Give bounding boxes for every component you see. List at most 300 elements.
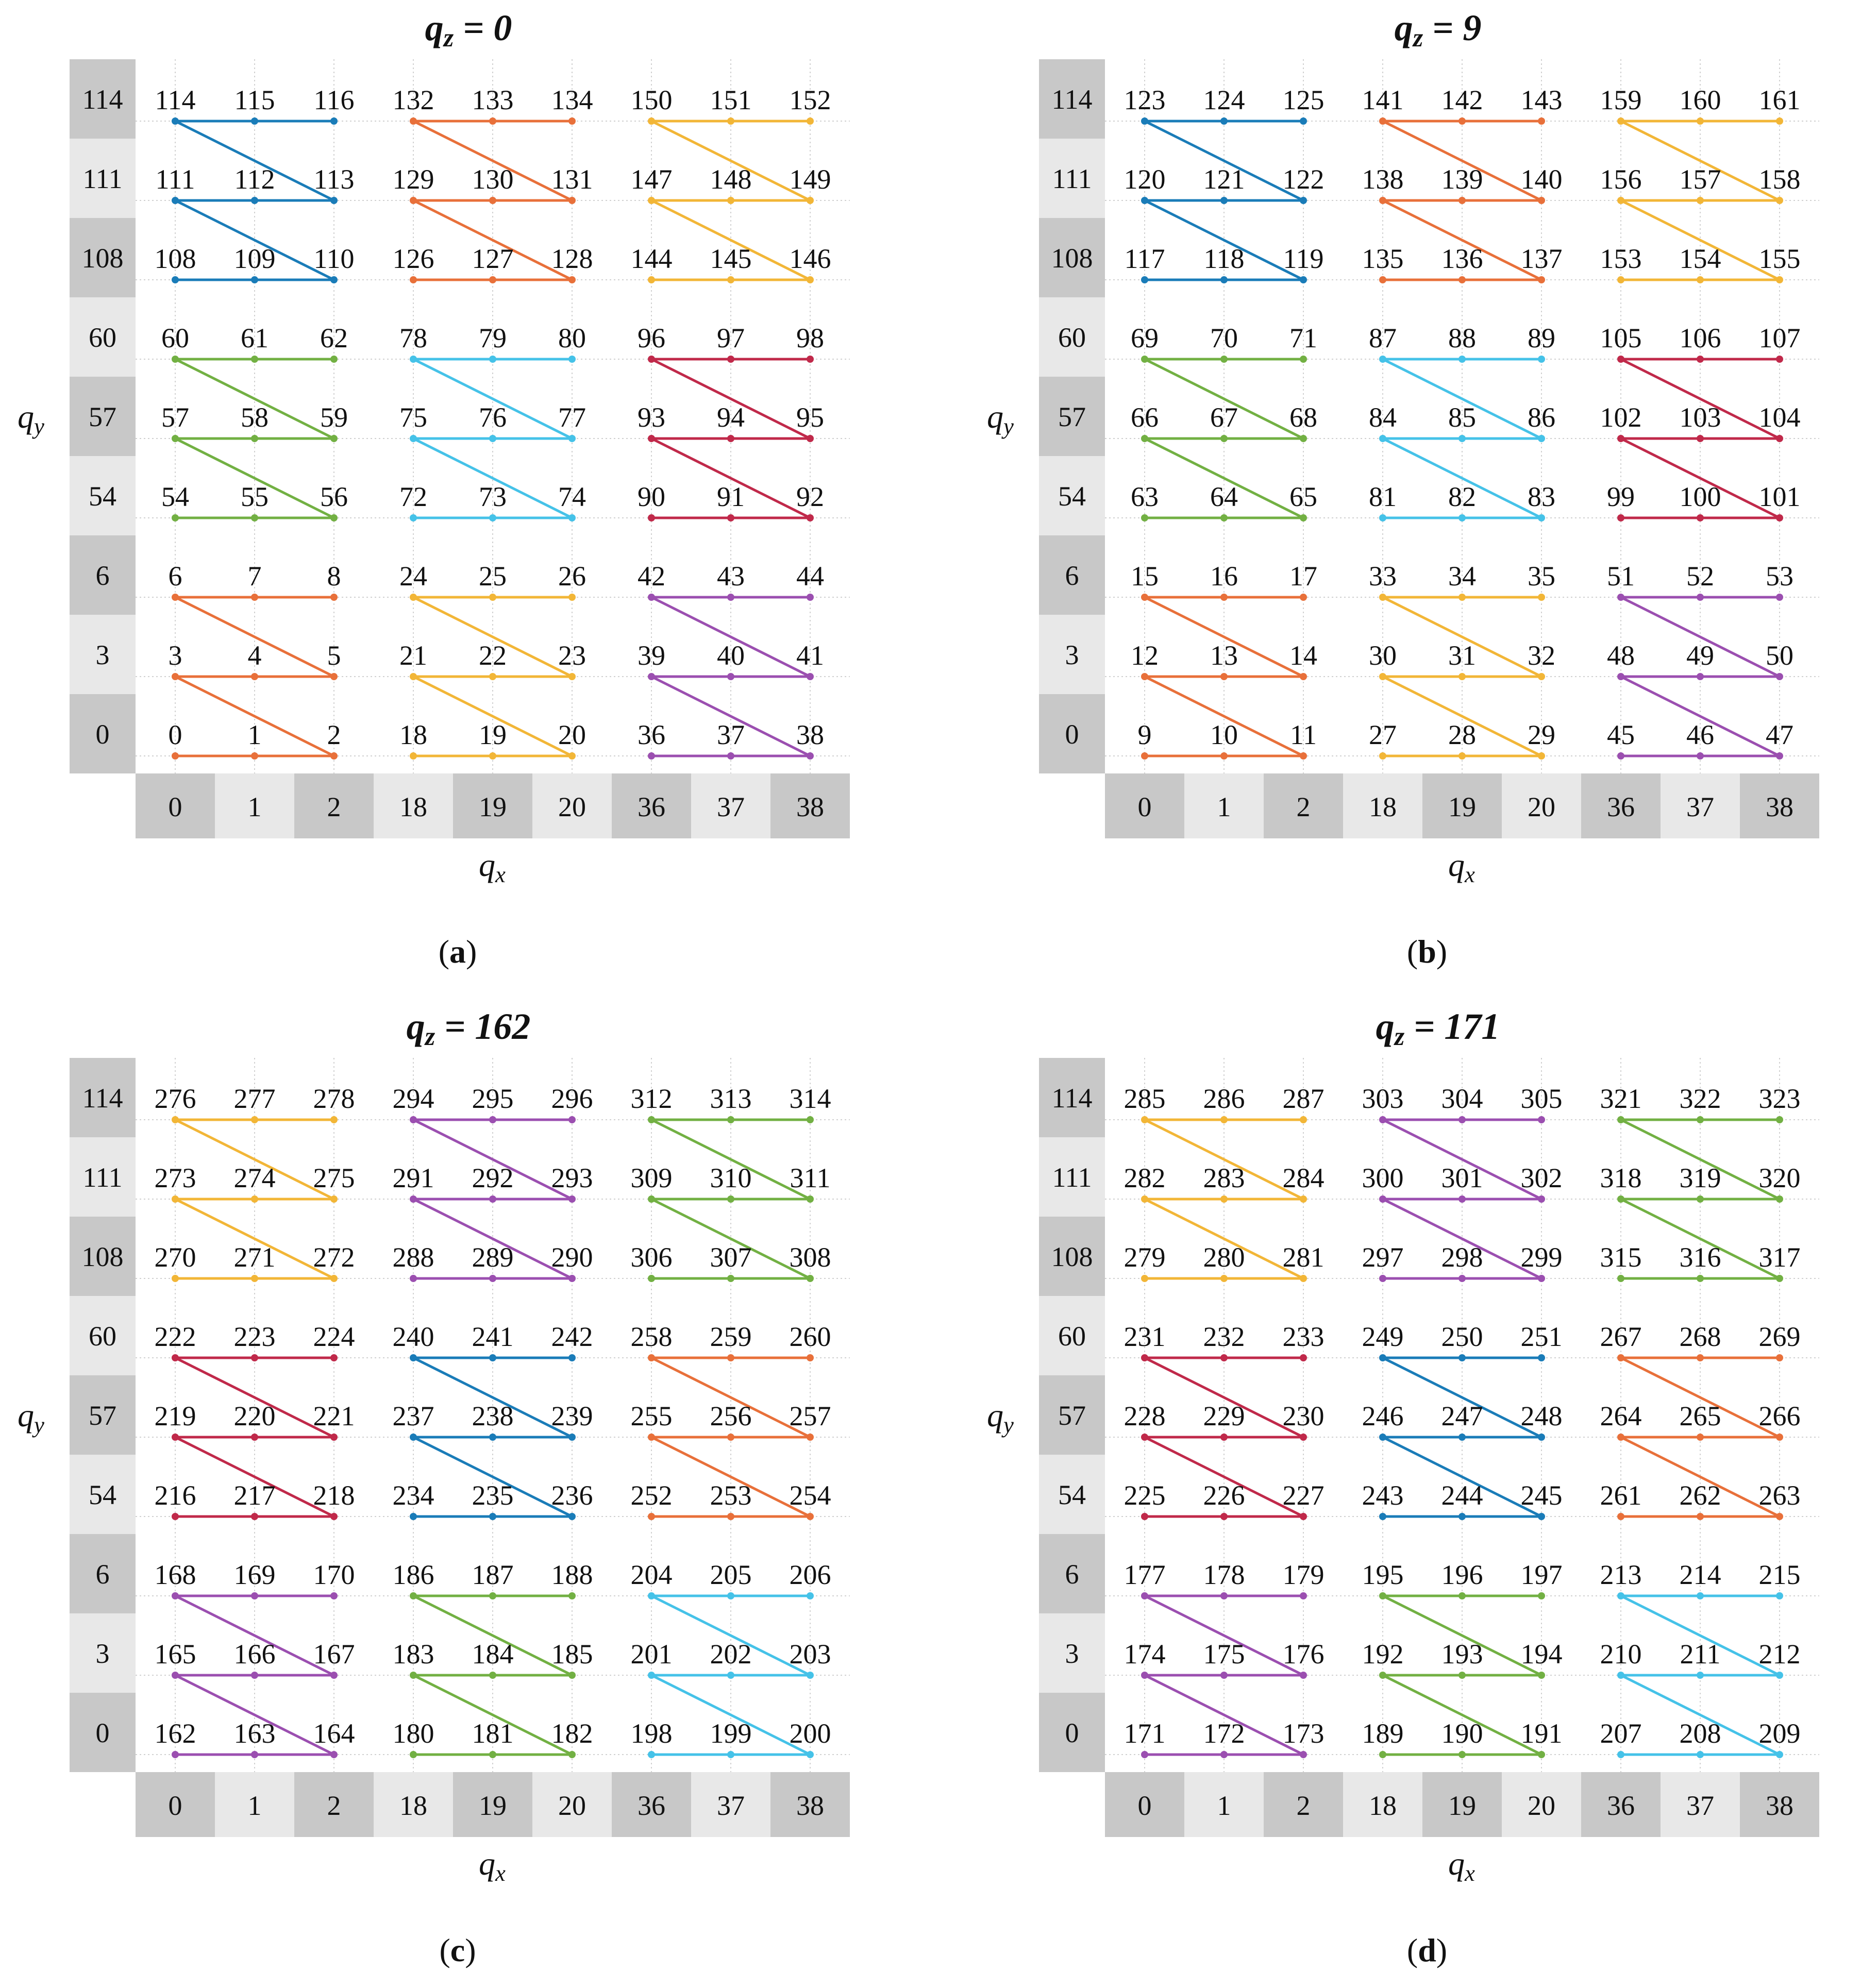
- cell-index: 109: [233, 243, 276, 274]
- curve-point: [648, 117, 655, 125]
- cell-index: 17: [1289, 561, 1317, 592]
- qy-tick-label: 111: [1052, 1162, 1092, 1193]
- cell-index: 253: [710, 1480, 752, 1511]
- cell-index: 233: [1282, 1321, 1325, 1352]
- cell-index: 184: [472, 1639, 514, 1670]
- cell-index: 134: [551, 85, 593, 115]
- cell-index: 222: [154, 1321, 196, 1352]
- curve-point: [1776, 1672, 1783, 1679]
- curve-point: [1458, 1116, 1466, 1123]
- curve-point: [172, 197, 179, 204]
- curve-point: [807, 1592, 814, 1599]
- curve-point: [330, 117, 338, 125]
- cell-index: 123: [1124, 85, 1166, 115]
- cell-index: 164: [313, 1718, 355, 1749]
- qx-tick-label: 1: [247, 791, 262, 822]
- curve-point: [489, 1116, 496, 1123]
- curve-point: [1697, 1116, 1704, 1123]
- cell-index: 69: [1131, 323, 1159, 353]
- cell-index: 6: [168, 561, 182, 592]
- cell-index: 307: [710, 1242, 752, 1273]
- qy-axis-label: [18, 1397, 44, 1438]
- cell-index: 33: [1369, 561, 1397, 592]
- curve-point: [410, 1592, 417, 1599]
- qx-tick-label: 18: [1369, 1790, 1397, 1821]
- curve-point: [727, 1116, 734, 1123]
- curve-point: [568, 1751, 576, 1758]
- curve-point: [1220, 435, 1228, 442]
- curve-point: [1300, 1354, 1307, 1361]
- cell-index: 237: [392, 1401, 434, 1431]
- cell-index: 314: [789, 1083, 831, 1114]
- cell-index: 89: [1528, 323, 1555, 353]
- curve-point: [1300, 1672, 1307, 1679]
- curve-point: [727, 1672, 734, 1679]
- cell-index: 167: [313, 1639, 355, 1670]
- panel-d: [969, 999, 1861, 1988]
- curve-point: [568, 1513, 576, 1520]
- cell-index: 239: [551, 1401, 593, 1431]
- curve-point: [1617, 594, 1624, 601]
- curve-point: [727, 594, 734, 601]
- curve-point: [1220, 1592, 1228, 1599]
- qx-tick-label: 1: [1217, 1790, 1231, 1821]
- cell-index: 32: [1528, 640, 1555, 671]
- cell-index: 51: [1607, 561, 1635, 592]
- curve-point: [1141, 435, 1148, 442]
- cell-index: 149: [789, 164, 831, 195]
- curve-point: [1697, 514, 1704, 521]
- curve-point: [727, 1751, 734, 1758]
- curve-point: [1220, 356, 1228, 363]
- curve-point: [727, 1513, 734, 1520]
- qx-tick-label: 19: [479, 1790, 507, 1821]
- cell-index: 54: [161, 481, 189, 512]
- caption-paren: (: [1406, 933, 1418, 970]
- curve-point: [568, 435, 576, 442]
- qy-tick-label: 108: [81, 243, 124, 274]
- cell-index: 35: [1528, 561, 1555, 592]
- curve-point: [1776, 117, 1783, 125]
- qx-tick-label: 2: [1296, 791, 1311, 822]
- cell-index: 49: [1686, 640, 1714, 671]
- curve-point: [1776, 276, 1783, 283]
- cell-index: 142: [1441, 85, 1483, 115]
- cell-index: 52: [1686, 561, 1714, 592]
- curve-point: [251, 1434, 258, 1441]
- curve-point: [1220, 117, 1228, 125]
- curve-point: [1617, 117, 1624, 125]
- cell-index: 102: [1600, 402, 1642, 433]
- cell-index: 143: [1520, 85, 1563, 115]
- curve-point: [410, 1195, 417, 1203]
- curve-point: [489, 1434, 496, 1441]
- curve-point: [1220, 276, 1228, 283]
- cell-index: 94: [717, 402, 745, 433]
- curve-point: [330, 1434, 338, 1441]
- curve-point: [1776, 673, 1783, 680]
- curve-point: [489, 673, 496, 680]
- qy-tick-label: 54: [89, 1479, 116, 1510]
- qy-axis-label-subscript: y: [1003, 1412, 1014, 1438]
- curve-point: [1141, 514, 1148, 521]
- qx-axis-label-subscript: x: [1465, 862, 1475, 887]
- qx-axis-label-var: q: [1448, 847, 1465, 883]
- curve-point: [410, 1275, 417, 1282]
- qx-tick-label: 19: [1448, 1790, 1476, 1821]
- cell-index: 260: [789, 1321, 831, 1352]
- qx-tick-label: 19: [479, 791, 507, 822]
- curve-point: [172, 435, 179, 442]
- cell-index: 232: [1203, 1321, 1245, 1352]
- curve-point: [1220, 514, 1228, 521]
- cell-index: 276: [154, 1083, 196, 1114]
- curve-point: [330, 514, 338, 521]
- curve-point: [489, 197, 496, 204]
- cell-index: 211: [1680, 1639, 1721, 1670]
- curve-point: [727, 1275, 734, 1282]
- cell-index: 165: [154, 1639, 196, 1670]
- panel-diagram: [969, 0, 1861, 989]
- cell-index: 218: [313, 1480, 355, 1511]
- cell-index: 248: [1520, 1401, 1563, 1431]
- cell-index: 61: [241, 323, 269, 353]
- curve-point: [1141, 752, 1148, 760]
- curve-point: [1458, 197, 1466, 204]
- curve-point: [1379, 1434, 1386, 1441]
- cell-index: 79: [479, 323, 507, 353]
- curve-point: [648, 356, 655, 363]
- qx-tick-label: 36: [638, 1790, 665, 1821]
- qy-axis-label: [18, 398, 44, 439]
- cell-index: 38: [796, 719, 824, 750]
- curve-point: [807, 594, 814, 601]
- cell-index: 150: [630, 85, 673, 115]
- curve-point: [1776, 1354, 1783, 1361]
- cell-index: 208: [1679, 1718, 1721, 1749]
- curve-point: [727, 356, 734, 363]
- cell-index: 274: [233, 1163, 276, 1193]
- cell-index: 26: [558, 561, 586, 592]
- cell-index: 242: [551, 1321, 593, 1352]
- qx-tick-label: 19: [1448, 791, 1476, 822]
- cell-index: 161: [1758, 85, 1801, 115]
- qx-tick-label: 37: [1686, 791, 1714, 822]
- qy-tick-label: 57: [89, 1400, 116, 1431]
- cell-index: 155: [1758, 243, 1801, 274]
- cell-index: 227: [1282, 1480, 1325, 1511]
- curve-point: [1776, 1592, 1783, 1599]
- curve-point: [1300, 1116, 1307, 1123]
- qx-axis-label: [479, 1845, 506, 1886]
- cell-index: 0: [168, 719, 182, 750]
- cell-index: 249: [1362, 1321, 1404, 1352]
- cell-index: 188: [551, 1559, 593, 1590]
- curve-point: [172, 514, 179, 521]
- cell-index: 73: [479, 481, 507, 512]
- cell-index: 46: [1686, 719, 1714, 750]
- cell-index: 228: [1124, 1401, 1166, 1431]
- curve-point: [648, 514, 655, 521]
- panel-title: [1395, 7, 1482, 52]
- cell-index: 313: [710, 1083, 752, 1114]
- curve-point: [172, 673, 179, 680]
- curve-point: [648, 673, 655, 680]
- cell-index: 96: [638, 323, 665, 353]
- cell-index: 27: [1369, 719, 1397, 750]
- cell-index: 151: [710, 85, 752, 115]
- cell-index: 207: [1600, 1718, 1642, 1749]
- curve-point: [1458, 1592, 1466, 1599]
- qx-tick-label: 1: [1217, 791, 1231, 822]
- curve-point: [1300, 276, 1307, 283]
- curve-point: [1458, 594, 1466, 601]
- cell-index: 137: [1520, 243, 1563, 274]
- cell-index: 203: [789, 1639, 831, 1670]
- curve-point: [1300, 594, 1307, 601]
- curve-point: [410, 435, 417, 442]
- cell-index: 101: [1758, 481, 1801, 512]
- cell-index: 219: [154, 1401, 196, 1431]
- curve-point: [1776, 435, 1783, 442]
- panel-caption: [1407, 1932, 1447, 1968]
- curve-point: [727, 1592, 734, 1599]
- cell-index: 146: [789, 243, 831, 274]
- qx-tick-label: 20: [558, 1790, 586, 1821]
- cell-index: 21: [399, 640, 427, 671]
- curve-point: [1300, 197, 1307, 204]
- cell-index: 152: [789, 85, 831, 115]
- qy-tick-label: 108: [81, 1241, 124, 1272]
- qx-axis-label-var: q: [1448, 1845, 1465, 1882]
- cell-index: 182: [551, 1718, 593, 1749]
- curve-point: [1379, 1195, 1386, 1203]
- cell-index: 191: [1520, 1718, 1563, 1749]
- cell-index: 269: [1758, 1321, 1801, 1352]
- curve-point: [1379, 1513, 1386, 1520]
- qx-tick-label: 0: [1137, 1790, 1152, 1821]
- cell-index: 93: [638, 402, 665, 433]
- curve-point: [172, 1354, 179, 1361]
- cell-index: 12: [1131, 640, 1159, 671]
- curve-point: [251, 1672, 258, 1679]
- qx-tick-label: 18: [399, 1790, 427, 1821]
- cell-index: 59: [320, 402, 348, 433]
- cell-index: 11: [1290, 719, 1317, 750]
- curve-point: [1458, 514, 1466, 521]
- curve-point: [807, 1434, 814, 1441]
- cell-index: 287: [1282, 1083, 1325, 1114]
- curve-point: [1379, 1116, 1386, 1123]
- qx-tick-label: 38: [1766, 791, 1793, 822]
- curve-point: [251, 1354, 258, 1361]
- cell-index: 117: [1124, 243, 1165, 274]
- curve-point: [1220, 1354, 1228, 1361]
- curve-point: [1379, 673, 1386, 680]
- cell-index: 234: [392, 1480, 434, 1511]
- curve-point: [1379, 594, 1386, 601]
- cell-index: 166: [233, 1639, 276, 1670]
- qx-axis-label-subscript: x: [495, 862, 506, 887]
- panel-diagram: [0, 0, 907, 989]
- curve-point: [330, 1592, 338, 1599]
- qy-tick-label: 114: [1051, 1083, 1093, 1114]
- cell-index: 309: [630, 1163, 673, 1193]
- curve-point: [1220, 673, 1228, 680]
- cell-index: 83: [1528, 481, 1555, 512]
- cell-index: 173: [1282, 1718, 1325, 1749]
- curve-point: [807, 1354, 814, 1361]
- curve-point: [727, 197, 734, 204]
- cell-index: 322: [1679, 1083, 1721, 1114]
- qx-tick-label: 2: [1296, 1790, 1311, 1821]
- cell-index: 193: [1441, 1639, 1483, 1670]
- cell-index: 140: [1520, 164, 1563, 195]
- curve-point: [807, 1195, 814, 1203]
- qx-tick-label: 36: [1607, 1790, 1635, 1821]
- panel-title-value: = 162: [435, 1006, 531, 1047]
- cell-index: 55: [241, 481, 269, 512]
- qy-tick-label: 114: [82, 1083, 123, 1114]
- qy-tick-label: 0: [1065, 1717, 1079, 1748]
- curve-point: [807, 435, 814, 442]
- cell-index: 302: [1520, 1163, 1563, 1193]
- curve-point: [1379, 1592, 1386, 1599]
- cell-index: 296: [551, 1083, 593, 1114]
- cell-index: 259: [710, 1321, 752, 1352]
- curve-point: [1141, 276, 1148, 283]
- cell-index: 19: [479, 719, 507, 750]
- cell-index: 64: [1210, 481, 1238, 512]
- qx-axis-label-var: q: [479, 1845, 496, 1882]
- cell-index: 245: [1520, 1480, 1563, 1511]
- cell-index: 209: [1758, 1718, 1801, 1749]
- curve-point: [410, 594, 417, 601]
- cell-index: 77: [558, 402, 586, 433]
- curve-point: [1458, 117, 1466, 125]
- cell-index: 108: [154, 243, 196, 274]
- caption-paren: (: [438, 933, 449, 970]
- qy-axis-label-subscript: y: [34, 413, 44, 439]
- panel-title-subscript: z: [1394, 1022, 1405, 1051]
- cell-index: 292: [472, 1163, 514, 1193]
- qy-tick-label: 54: [1058, 481, 1086, 512]
- cell-index: 139: [1441, 164, 1483, 195]
- cell-index: 290: [551, 1242, 593, 1273]
- cell-index: 2: [327, 719, 341, 750]
- curve-point: [330, 1354, 338, 1361]
- cell-index: 266: [1758, 1401, 1801, 1431]
- qx-tick-label: 1: [247, 1790, 262, 1821]
- cell-index: 131: [551, 164, 593, 195]
- curve-point: [568, 1116, 576, 1123]
- cell-index: 104: [1758, 402, 1801, 433]
- curve-point: [251, 1195, 258, 1203]
- curve-point: [1141, 594, 1148, 601]
- cell-index: 192: [1362, 1639, 1404, 1670]
- cell-index: 320: [1758, 1163, 1801, 1193]
- curve-point: [251, 514, 258, 521]
- curve-point: [1617, 276, 1624, 283]
- cell-index: 238: [472, 1401, 514, 1431]
- curve-point: [1300, 435, 1307, 442]
- cell-index: 42: [638, 561, 665, 592]
- cell-index: 129: [392, 164, 434, 195]
- curve-point: [727, 435, 734, 442]
- qy-tick-label: 114: [1051, 84, 1093, 115]
- curve-point: [1141, 1116, 1148, 1123]
- cell-index: 105: [1600, 323, 1642, 353]
- cell-index: 114: [155, 85, 196, 115]
- cell-index: 44: [796, 561, 824, 592]
- caption-letter: a: [449, 933, 466, 970]
- curve-point: [807, 673, 814, 680]
- curve-point: [1617, 1751, 1624, 1758]
- cell-index: 293: [551, 1163, 593, 1193]
- curve-point: [1776, 594, 1783, 601]
- curve-point: [1617, 197, 1624, 204]
- cell-index: 72: [399, 481, 427, 512]
- curve-point: [1141, 117, 1148, 125]
- cell-index: 299: [1520, 1242, 1563, 1273]
- curve-point: [251, 117, 258, 125]
- cell-index: 272: [313, 1242, 355, 1273]
- cell-index: 56: [320, 481, 348, 512]
- cell-index: 141: [1362, 85, 1404, 115]
- cell-index: 82: [1448, 481, 1476, 512]
- curve-point: [251, 197, 258, 204]
- curve-point: [1458, 1354, 1466, 1361]
- qy-axis-label-var: q: [18, 1397, 35, 1434]
- cell-index: 80: [558, 323, 586, 353]
- panel-title-var: q: [406, 1006, 425, 1047]
- curve-point: [727, 673, 734, 680]
- qy-tick-label: 0: [95, 719, 110, 750]
- cell-index: 186: [392, 1559, 434, 1590]
- cell-index: 157: [1679, 164, 1721, 195]
- curve-point: [172, 356, 179, 363]
- cell-index: 118: [1203, 243, 1245, 274]
- cell-index: 78: [399, 323, 427, 353]
- curve-point: [489, 276, 496, 283]
- curve-point: [1776, 1513, 1783, 1520]
- cell-index: 323: [1758, 1083, 1801, 1114]
- curve-point: [1220, 752, 1228, 760]
- curve-point: [807, 1751, 814, 1758]
- qy-axis-label-subscript: y: [34, 1412, 44, 1438]
- curve-point: [568, 1275, 576, 1282]
- curve-point: [1300, 514, 1307, 521]
- qy-tick-label: 60: [1058, 1321, 1086, 1352]
- qx-tick-label: 37: [1686, 1790, 1714, 1821]
- curve-point: [489, 1751, 496, 1758]
- curve-point: [1538, 1195, 1545, 1203]
- curve-point: [1458, 1751, 1466, 1758]
- cell-index: 226: [1203, 1480, 1245, 1511]
- curve-point: [1379, 117, 1386, 125]
- curve-point: [1141, 356, 1148, 363]
- cell-index: 176: [1282, 1639, 1325, 1670]
- caption-paren: ): [465, 1932, 476, 1968]
- panel-title-subscript: z: [425, 1022, 435, 1051]
- cell-index: 246: [1362, 1401, 1404, 1431]
- cell-index: 48: [1607, 640, 1635, 671]
- curve-point: [1220, 1672, 1228, 1679]
- curve-point: [568, 356, 576, 363]
- curve-point: [1300, 117, 1307, 125]
- curve-point: [1458, 276, 1466, 283]
- curve-point: [172, 1275, 179, 1282]
